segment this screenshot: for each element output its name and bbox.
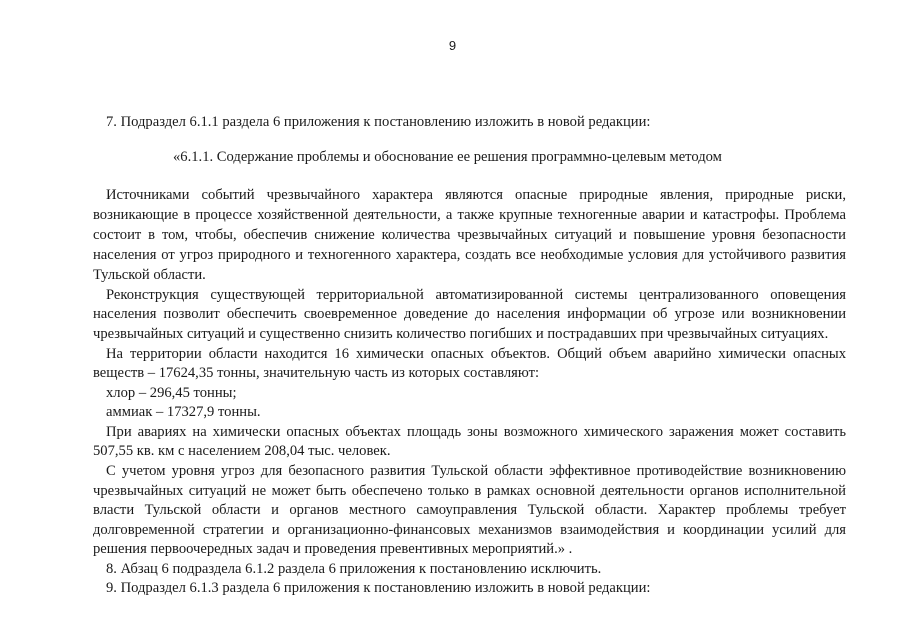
- paragraph-line: возникающие в процессе хозяйственной деятельности, а также крупные техногенные аварии и катастрофы. Проблема: [93, 207, 846, 223]
- paragraph-line: Источниками событий чрезвычайного характера являются опасные природные явления, природные риски,: [106, 187, 846, 203]
- paragraph-line: чрезвычайных ситуаций не может быть обеспечено только в рамках основной деятельности органов исполнительной: [93, 483, 846, 499]
- paragraph-line: чрезвычайных ситуаций и существенно снизить количество погибших и пострадавших при чрезвычайных ситуациях.: [93, 326, 829, 342]
- section-heading: «6.1.1. Содержание проблемы и обоснование ее решения программно-целевым методом: [173, 149, 722, 165]
- paragraph-line: долговременной стратегии и организационно-финансовых механизмов взаимодействия и координации усилий для: [93, 522, 846, 538]
- paragraph-line: На территории области находится 16 химически опасных объектов. Общий объем аварийно химически опасных: [106, 346, 846, 362]
- paragraph-line: 507,55 кв. км с населением 208,04 тыс. человек.: [93, 443, 391, 459]
- item-7-line: 7. Подраздел 6.1.1 раздела 6 приложения к постановлению изложить в новой редакции:: [106, 114, 651, 130]
- paragraph-line: состоит в том, чтобы, обеспечив снижение количества чрезвычайных ситуаций и повышение уровня безопасности: [93, 227, 846, 243]
- paragraph-line: власти Тульской области и органов местного самоуправления Тульской области. Характер проблемы требует: [93, 502, 846, 518]
- item-9-line: 9. Подраздел 6.1.3 раздела 6 приложения к постановлению изложить в новой редакции:: [106, 580, 651, 596]
- list-item: хлор – 296,45 тонны;: [106, 385, 237, 401]
- paragraph-line: Реконструкция существующей территориальной автоматизированной системы централизованного оповещения: [106, 287, 846, 303]
- paragraph-line: решения первоочередных задач и проведения превентивных мероприятий.» .: [93, 541, 573, 557]
- paragraph-line: При авариях на химически опасных объектах площадь зоны возможного химического заражения может составить: [106, 424, 846, 440]
- list-item: аммиак – 17327,9 тонны.: [106, 404, 261, 420]
- paragraph-line: С учетом уровня угроз для безопасного развития Тульской области эффективное противодействие возникновению: [106, 463, 846, 479]
- paragraph-line: Тульской области.: [93, 267, 206, 283]
- paragraph-line: населения позволит обеспечить своевременное доведение до населения информации об угрозе или возникновении: [93, 306, 846, 322]
- paragraph-line: населения от угроз природного и техногенного характера, создать все необходимые условия для устойчивого развития: [93, 247, 846, 263]
- paragraph-line: веществ – 17624,35 тонны, значительную часть из которых составляют:: [93, 365, 540, 381]
- page-number: 9: [448, 38, 457, 53]
- item-8-line: 8. Абзац 6 подраздела 6.1.2 раздела 6 приложения к постановлению исключить.: [106, 561, 602, 577]
